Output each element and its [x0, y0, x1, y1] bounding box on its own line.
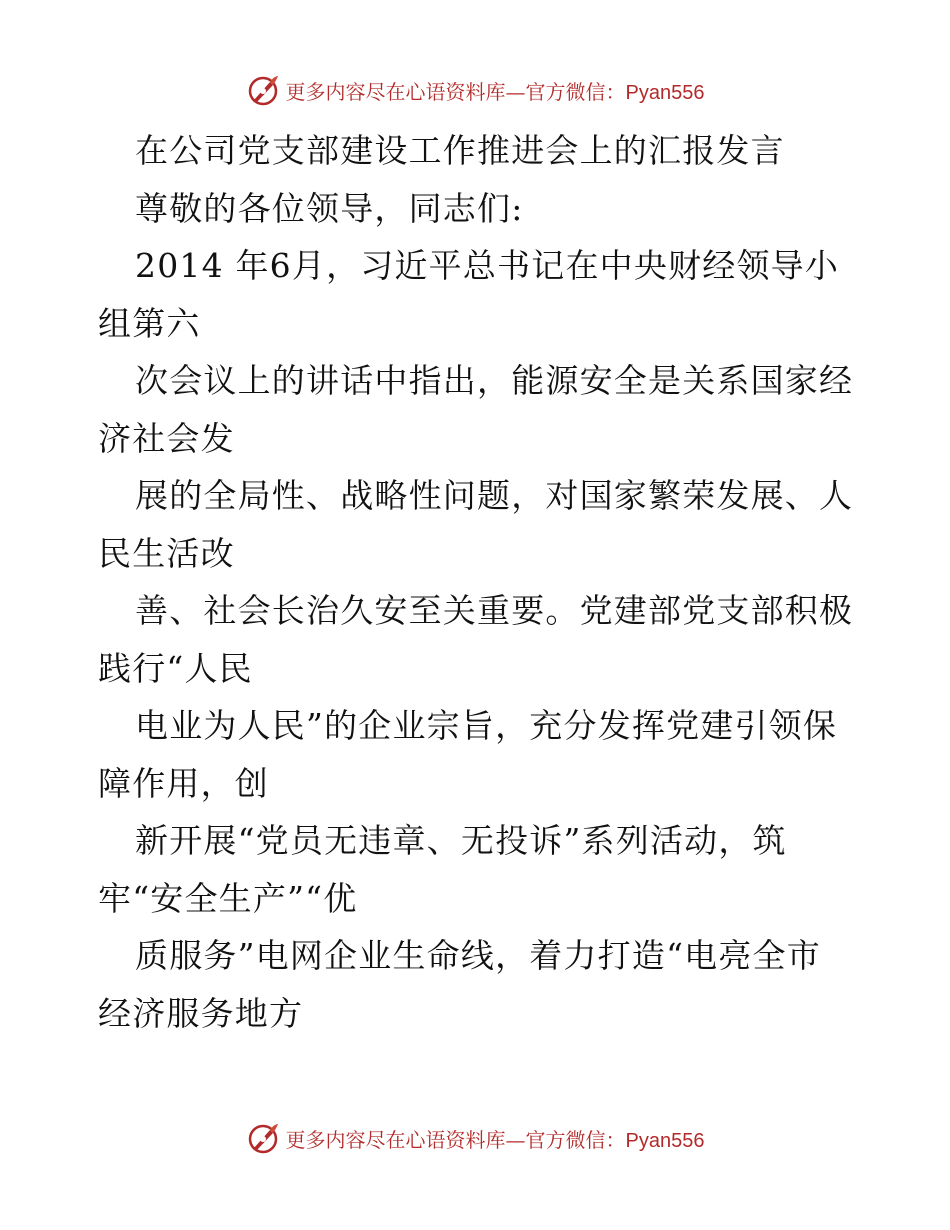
paragraph-line: 2014 年6月，习近平总书记在中央财经领导小	[135, 246, 840, 285]
quill-pen-logo-icon	[246, 73, 280, 107]
paragraph-line: 牢“安全生产”“优	[98, 878, 358, 918]
paragraph-line: 济社会发	[98, 418, 235, 458]
paragraph-line: 质服务”电网企业生命线，着力打造“电亮全市	[135, 936, 821, 975]
paragraph-line: 经济服务地方	[98, 993, 304, 1033]
paragraph-line: 次会议上的讲话中指出，能源安全是关系国家经	[135, 361, 854, 400]
paragraph-line: 善、社会长治久安至关重要。党建部党支部积极	[135, 591, 854, 630]
document-salutation: 尊敬的各位领导，同志们:	[135, 188, 524, 228]
paragraph-line: 障作用，创	[98, 763, 269, 803]
header-banner-wechat-id: Pyan556	[625, 81, 705, 104]
header-banner-label: 更多内容尽在心语资料库—官方微信：	[285, 79, 626, 104]
footer-banner-text	[286, 1124, 705, 1153]
header-banner-text	[286, 76, 705, 105]
paragraph-line: 新开展“党员无违章、无投诉”系列活动，筑	[135, 821, 787, 860]
footer-banner-label: 更多内容尽在心语资料库—官方微信：	[285, 1127, 626, 1152]
quill-pen-logo-icon	[246, 1121, 280, 1155]
footer-banner	[0, 1118, 950, 1158]
paragraph-line: 电业为人民”的企业宗旨，充分发挥党建引领保	[135, 706, 838, 745]
footer-banner-wechat-id: Pyan556	[625, 1129, 705, 1152]
paragraph-line: 践行“人民	[98, 648, 253, 688]
document-title: 在公司党支部建设工作推进会上的汇报发言	[135, 131, 785, 170]
header-banner	[0, 70, 950, 110]
document-body	[98, 122, 858, 1042]
paragraph-line: 展的全局性、战略性问题，对国家繁荣发展、人	[135, 476, 854, 515]
paragraph-line: 组第六	[98, 303, 201, 343]
paragraph-line: 民生活改	[98, 533, 235, 573]
